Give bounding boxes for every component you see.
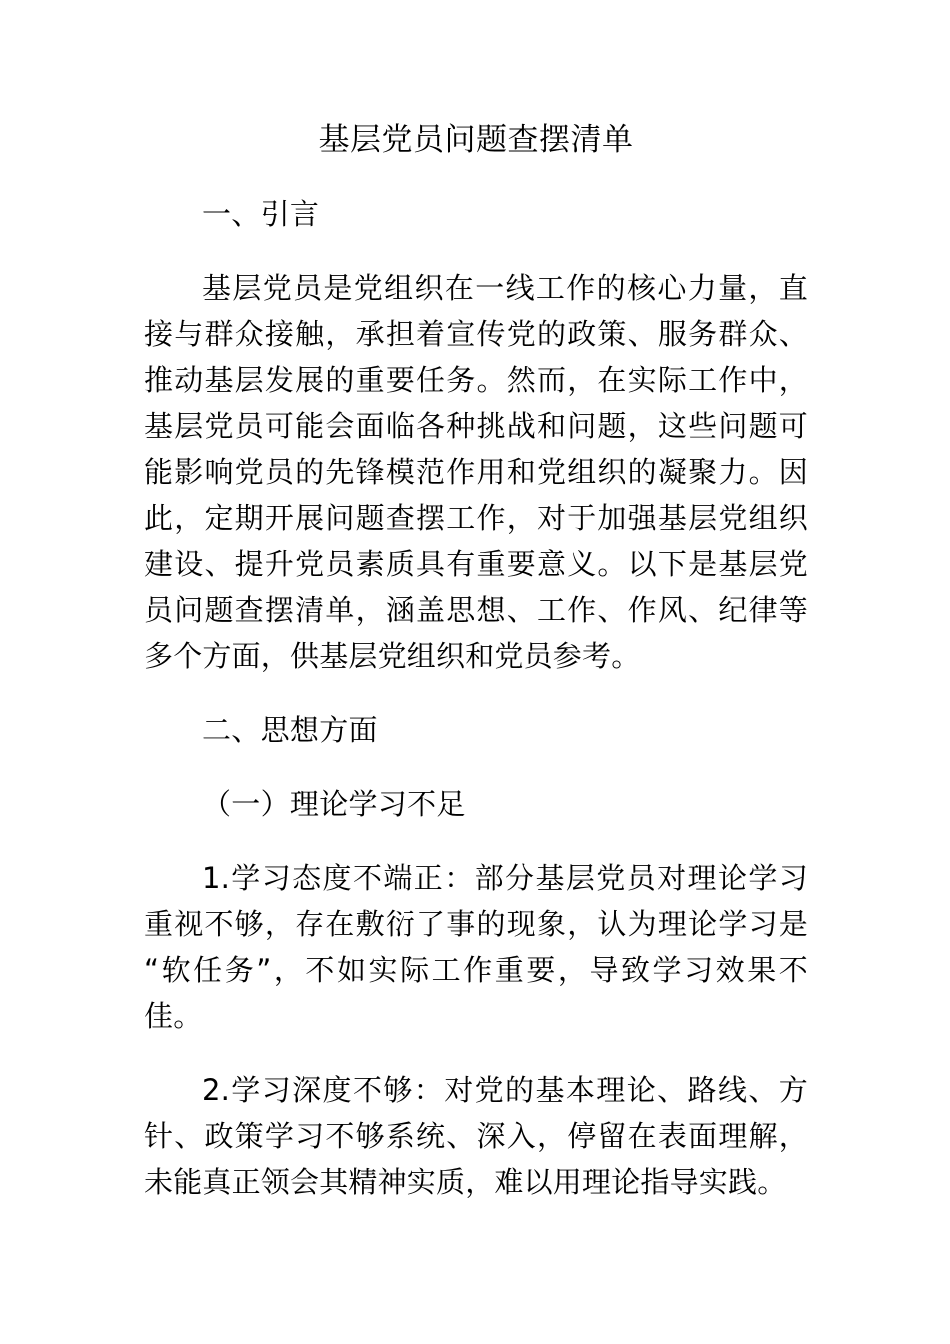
subsection-heading-1: （一）理论学习不足 [202, 787, 466, 821]
spacer [144, 163, 808, 191]
paragraph-item-1: 1.学习态度不端正：部分基层党员对理论学习重视不够，存在敷衍了事的现象，认为理论学习是“软任务”，不如实际工作重要，导致学习效果不佳。 [144, 861, 808, 1033]
spacer [144, 237, 808, 265]
page-title: 基层党员问题查摆清单 [318, 122, 634, 158]
spacer [144, 827, 808, 855]
paragraph-item-2: 2.学习深度不够：对党的基本理论、路线、方针、政策学习不够系统、深入，停留在表面理解，未能真正领会其精神实质，难以用理论指导实践。 [144, 1073, 808, 1199]
section-heading-2: 二、思想方面 [202, 713, 378, 747]
paragraph-introduction: 基层党员是党组织在一线工作的核心力量，直接与群众接触，承担着宣传党的政策、服务群众、推动基层发展的重要任务。然而，在实际工作中，基层党员可能会面临各种挑战和问题，这些问题可能影响党员的先锋模范作用和党组织的凝聚力。因此，定期开展问题查摆工作，对于加强基层党组织建设、提升党员素质具有重要意义。以下是基层党员问题查摆清单，涵盖思想、工作、作风、纪律等多个方面，供基层党组织和党员参考。 [144, 271, 808, 673]
section-heading-1: 一、引言 [202, 197, 320, 231]
spacer [144, 1039, 808, 1067]
document-body [144, 0, 808, 1205]
spacer [144, 679, 808, 707]
spacer [144, 753, 808, 781]
